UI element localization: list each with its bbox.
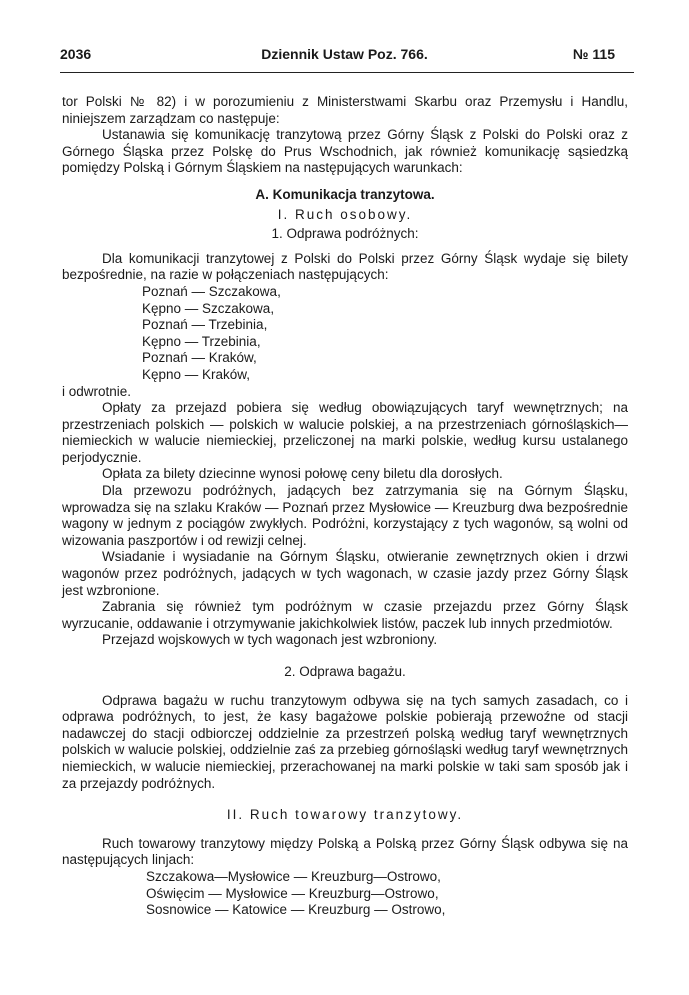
issue-number: № 115 <box>572 46 615 62</box>
route-list-freight <box>62 869 628 919</box>
subsection-heading-passenger: I. Ruch osobowy. <box>277 206 413 222</box>
paragraph: tor Polski № 82) i w porozumieniu z Ministerstwami Skarbu oraz Przemysłu i Handlu, niniejszem zarządzam co następuje: <box>62 94 628 126</box>
route-item: Poznań — Kraków, <box>142 350 257 366</box>
paragraph: Dla przewozu podróżnych, jadących bez zatrzymania się na Górnym Śląsku, wprowadza się na szlaku Kraków — Poznań przez Mysłowice — Kreuzburg dwa bezpośrednie wagony w jednym z pociągów zwykłych. Podróżni, korzystający z tych wagonów, są wolni od wizowania paszportów i od rewizji celnej. <box>62 483 628 548</box>
journal-title: Dziennik Ustaw Poz. 766. <box>261 46 428 62</box>
page-number: 2036 <box>60 46 92 62</box>
route-item: Poznań — Trzebinia, <box>142 317 268 333</box>
route-item: Kępno — Kraków, <box>142 366 251 382</box>
paragraph: Zabrania się również tym podróżnym w czasie przejazdu przez Górny Śląsk wyrzucanie, oddawanie i otrzymywanie jakichkolwiek listów, paczek lub innych przedmiotów. <box>62 599 628 631</box>
route-item: Szczakowa—Mysłowice — Kreuzburg—Ostrowo, <box>146 868 441 884</box>
paragraph: Ustanawia się komunikację tranzytową przez Górny Śląsk z Polski do Polski oraz z Górnego Śląska przez Polskę do Prus Wschodnich, jak również komunikację sąsiedzką pomiędzy Polską i Górnym Śląskiem na następujących warunkach: <box>62 127 628 176</box>
subsection-heading-freight: II. Ruch towarowy tranzytowy. <box>226 807 464 823</box>
paragraph: Wsiadanie i wysiadanie na Górnym Śląsku, otwieranie zewnętrznych okien i drzwi wagonów przez podróżnych, jadących w tych wagonach, w czasie jazdy przez Górny Śląsk jest wzbronione. <box>62 549 628 598</box>
paragraph: i odwrotnie. <box>62 383 132 399</box>
paragraph: Odprawa bagażu w ruchu tranzytowym odbywa się na tych samych zasadach, co i odprawa podróżnych, to jest, że kasy bagażowe polskie pobierają przewoźne od stacji nadawczej do stacji odbiorczej oddzielnie za przestrzeń polską według taryf wewnętrznych polskich w walucie polskiej, oddzielnie zaś za przebieg górnośląski według taryf wewnętrznych niemieckich, w walucie niemieckiej, przerachowanej na marki polskie w taki sam sposób jak i za przejazdy podróżnych. <box>62 692 628 791</box>
paragraph: Dla komunikacji tranzytowej z Polski do Polski przez Górny Śląsk wydaje się bilety bezpośrednie, na razie w połączeniach następujących: <box>62 250 628 283</box>
header-rule <box>60 72 634 73</box>
route-list-passenger <box>62 284 628 384</box>
document-body <box>62 94 628 919</box>
route-item: Kępno — Szczakowa, <box>142 300 275 316</box>
paragraph: Opłaty za przejazd pobiera się według obowiązujących taryf wewnętrznych; na przestrzeniach polskich — polskich w walucie polskiej, a na przestrzeniach górnośląskich—niemieckich w walucie niemieckiej, przeliczonej na marki polskie, według kursu ustalanego perjodycznie. <box>62 400 628 465</box>
subsection-heading-baggage: 2. Odprawa bagażu. <box>284 664 406 679</box>
route-item: Poznań — Szczakowa, <box>142 283 281 299</box>
subsection-heading-passenger-clearance: 1. Odprawa podróżnych: <box>271 226 419 242</box>
route-item: Oświęcim — Mysłowice — Kreuzburg—Ostrowo, <box>146 885 439 901</box>
page-header <box>0 46 689 66</box>
paragraph: Opłata za bilety dziecinne wynosi połowę ceny biletu dla dorosłych. <box>102 466 503 482</box>
route-item: Kępno — Trzebinia, <box>142 333 261 349</box>
section-heading-a: A. Komunikacja tranzytowa. <box>255 186 435 202</box>
route-item: Sosnowice — Katowice — Kreuzburg — Ostrowo, <box>146 902 446 918</box>
paragraph: Przejazd wojskowych w tych wagonach jest wzbroniony. <box>102 632 438 648</box>
paragraph: Ruch towarowy tranzytowy między Polską a Polską przez Górny Śląsk odbywa się na następujących linjach: <box>62 835 628 868</box>
